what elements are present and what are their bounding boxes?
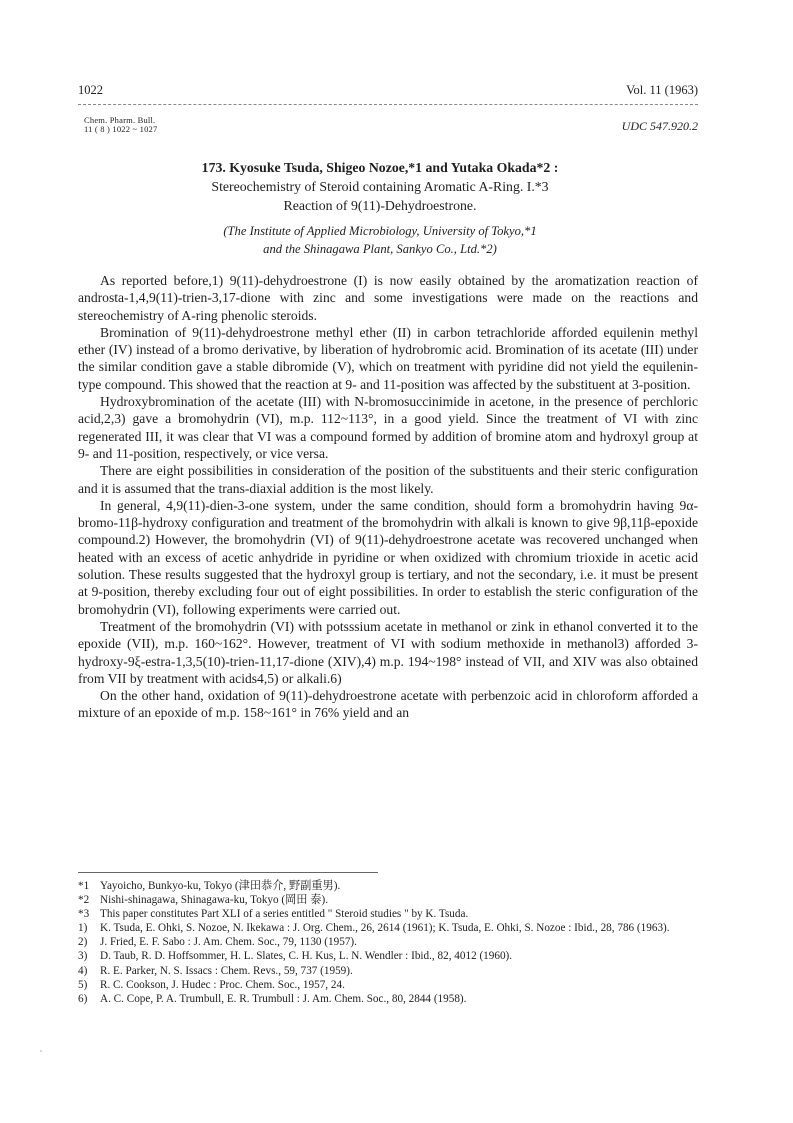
reference (78, 935, 698, 949)
footnotes (78, 879, 698, 1006)
footnote (78, 879, 698, 893)
reference-text: A. C. Cope, P. A. Trumbull, E. R. Trumbull : J. Am. Chem. Soc., 80, 2844 (1958). (100, 992, 467, 1005)
paragraph: Bromination of 9(11)-dehydroestrone methyl ether (II) in carbon tetrachloride afforded equilenin methyl ether (IV) instead of a bromo derivative, by liberation of hydrobromic acid. Bromination of its acetate (III) under the similar condition gave a stable dibromide (V), which on treatment with pyridine did not yield the equilenin-type compound. This showed that the reaction at 9- and 11-position was affected by the substituent at 3-position. (78, 324, 698, 392)
reference-mark: 1) (78, 922, 88, 935)
paragraph: As reported before,1) 9(11)-dehydroestrone (I) is now easily obtained by the aromatization reaction of androsta-1,4,9(11)-trien-3,17-dione with zinc and some investigations were made on the reactions and stereochemistry of A-ring phenolic steroids. (78, 273, 698, 323)
footnote-rule (78, 872, 378, 873)
paragraph: There are eight possibilities in consideration of the position of the substituents and their steric configuration and it is assumed that the trans-diaxial addition is the most likely. (78, 463, 698, 496)
reference-mark: 3) (78, 950, 88, 963)
citation-line-1: Chem. Pharm. Bull. (84, 115, 156, 125)
reference (78, 921, 698, 935)
scan-speck (40, 1050, 42, 1052)
paragraph: On the other hand, oxidation of 9(11)-dehydroestrone acetate with perbenzoic acid in chloroform afforded a mixture of an epoxide of m.p. 158~161° in 76% yield and an (78, 688, 698, 721)
title-line-3: Reaction of 9(11)-Dehydroestrone. (283, 198, 477, 213)
footnote-mark: *2 (78, 894, 90, 907)
paragraph: In general, 4,9(11)-dien-3-one system, under the same condition, should form a bromohydrin having 9α-bromo-11β-hydroxy configuration and treatment of the bromohydrin with alkali is known to give 9β,11β-epoxide compound.2) However, the bromohydrin (VI) of 9(11)-dehydroestrone acetate was recovered unchanged when heated with an excess of acetic anhydride in pyridine or when oxidized with chromium trioxide in acetic acid solution. These results suggested that the hydroxyl group is tertiary, and not the secondary, i.e. it must be present at 9-position, thereby excluding four out of eight possibilities. In order to establish the steric configuration of the bromohydrin (VI), following experiments were carried out. (78, 497, 698, 617)
header-rule (78, 104, 698, 105)
authors-line: 173. Kyosuke Tsuda, Shigeo Nozoe,*1 and Yutaka Okada*2 : (201, 160, 559, 175)
footnote-mark: *1 (78, 880, 90, 892)
reference-text: K. Tsuda, E. Ohki, S. Nozoe, N. Ikekawa : J. Org. Chem., 26, 2614 (1961); K. Tsuda, E. Ohki, S. Nozoe : Ibid., 28, 786 (1963). (100, 922, 670, 935)
volume-label: Vol. 11 (1963) (626, 83, 698, 97)
reference-text: J. Fried, E. F. Sabo : J. Am. Chem. Soc., 79, 1130 (1957). (100, 936, 357, 949)
affiliation-line-1: (The Institute of Applied Microbiology, University of Tokyo,*1 (223, 224, 537, 238)
paragraph: Hydroxybromination of the acetate (III) with N-bromosuccinimide in acetone, in the presence of perchloric acid,2,3) gave a bromohydrin (VI), m.p. 112~113°, in a good yield. Since the treatment of VI with zinc regenerated III, it was clear that VI was a compound formed by addition of bromine atom and hydroxyl group at 9- and 11-position, respectively, or vice versa. (78, 394, 698, 461)
footnote-mark: *3 (78, 908, 90, 921)
page-number: 1022 (78, 83, 103, 97)
reference (78, 949, 698, 963)
title-line-2: Stereochemistry of Steroid containing Aromatic A-Ring. I.*3 (211, 179, 549, 194)
reference-mark: 6) (78, 992, 88, 1005)
reference-text: R. E. Parker, N. S. Issacs : Chem. Revs., 59, 737 (1959). (100, 964, 353, 977)
journal-citation (78, 116, 157, 134)
reference-text: R. C. Cookson, J. Hudec : Proc. Chem. Soc., 1957, 24. (100, 978, 345, 991)
affiliation (110, 222, 650, 258)
footnote-text: This paper constitutes Part XLI of a series entitled " Steroid studies " by K. Tsuda. (100, 908, 469, 921)
reference (78, 992, 698, 1006)
udc-code: UDC 547.920.2 (621, 119, 698, 133)
affiliation-line-2: and the Shinagawa Plant, Sankyo Co., Ltd.*2) (263, 242, 497, 256)
reference-mark: 2) (78, 936, 88, 949)
article-title (100, 158, 660, 215)
paragraph: Treatment of the bromohydrin (VI) with potsssium acetate in methanol or zink in ethanol converted it to the epoxide (VII), m.p. 160~162°. However, treatment of VI with sodium methoxide in methanol3) afforded 3-hydroxy-9ξ-estra-1,3,5(10)-trien-11,17-dione (XIV),4) m.p. 194~198° instead of VII, and XIV was also obtained from VII by treatment with acids4,5) or alkali.6) (78, 618, 698, 686)
footnote (78, 893, 698, 907)
reference (78, 978, 698, 992)
footnote-text: Nishi-shinagawa, Shinagawa-ku, Tokyo (岡田 泰). (100, 894, 329, 907)
article-body (78, 272, 698, 722)
reference-mark: 5) (78, 978, 88, 991)
reference-text: D. Taub, R. D. Hoffsommer, H. L. Slates, C. H. Kus, L. N. Wendler : Ibid., 82, 4012 (1960). (100, 950, 513, 963)
footnote-text: Yayoicho, Bunkyo-ku, Tokyo (津田恭介, 野副重男). (100, 880, 341, 892)
reference-mark: 4) (78, 964, 88, 977)
reference (78, 964, 698, 978)
citation-line-2: 11 ( 8 ) 1022 ~ 1027 (84, 124, 158, 134)
footnote (78, 907, 698, 921)
